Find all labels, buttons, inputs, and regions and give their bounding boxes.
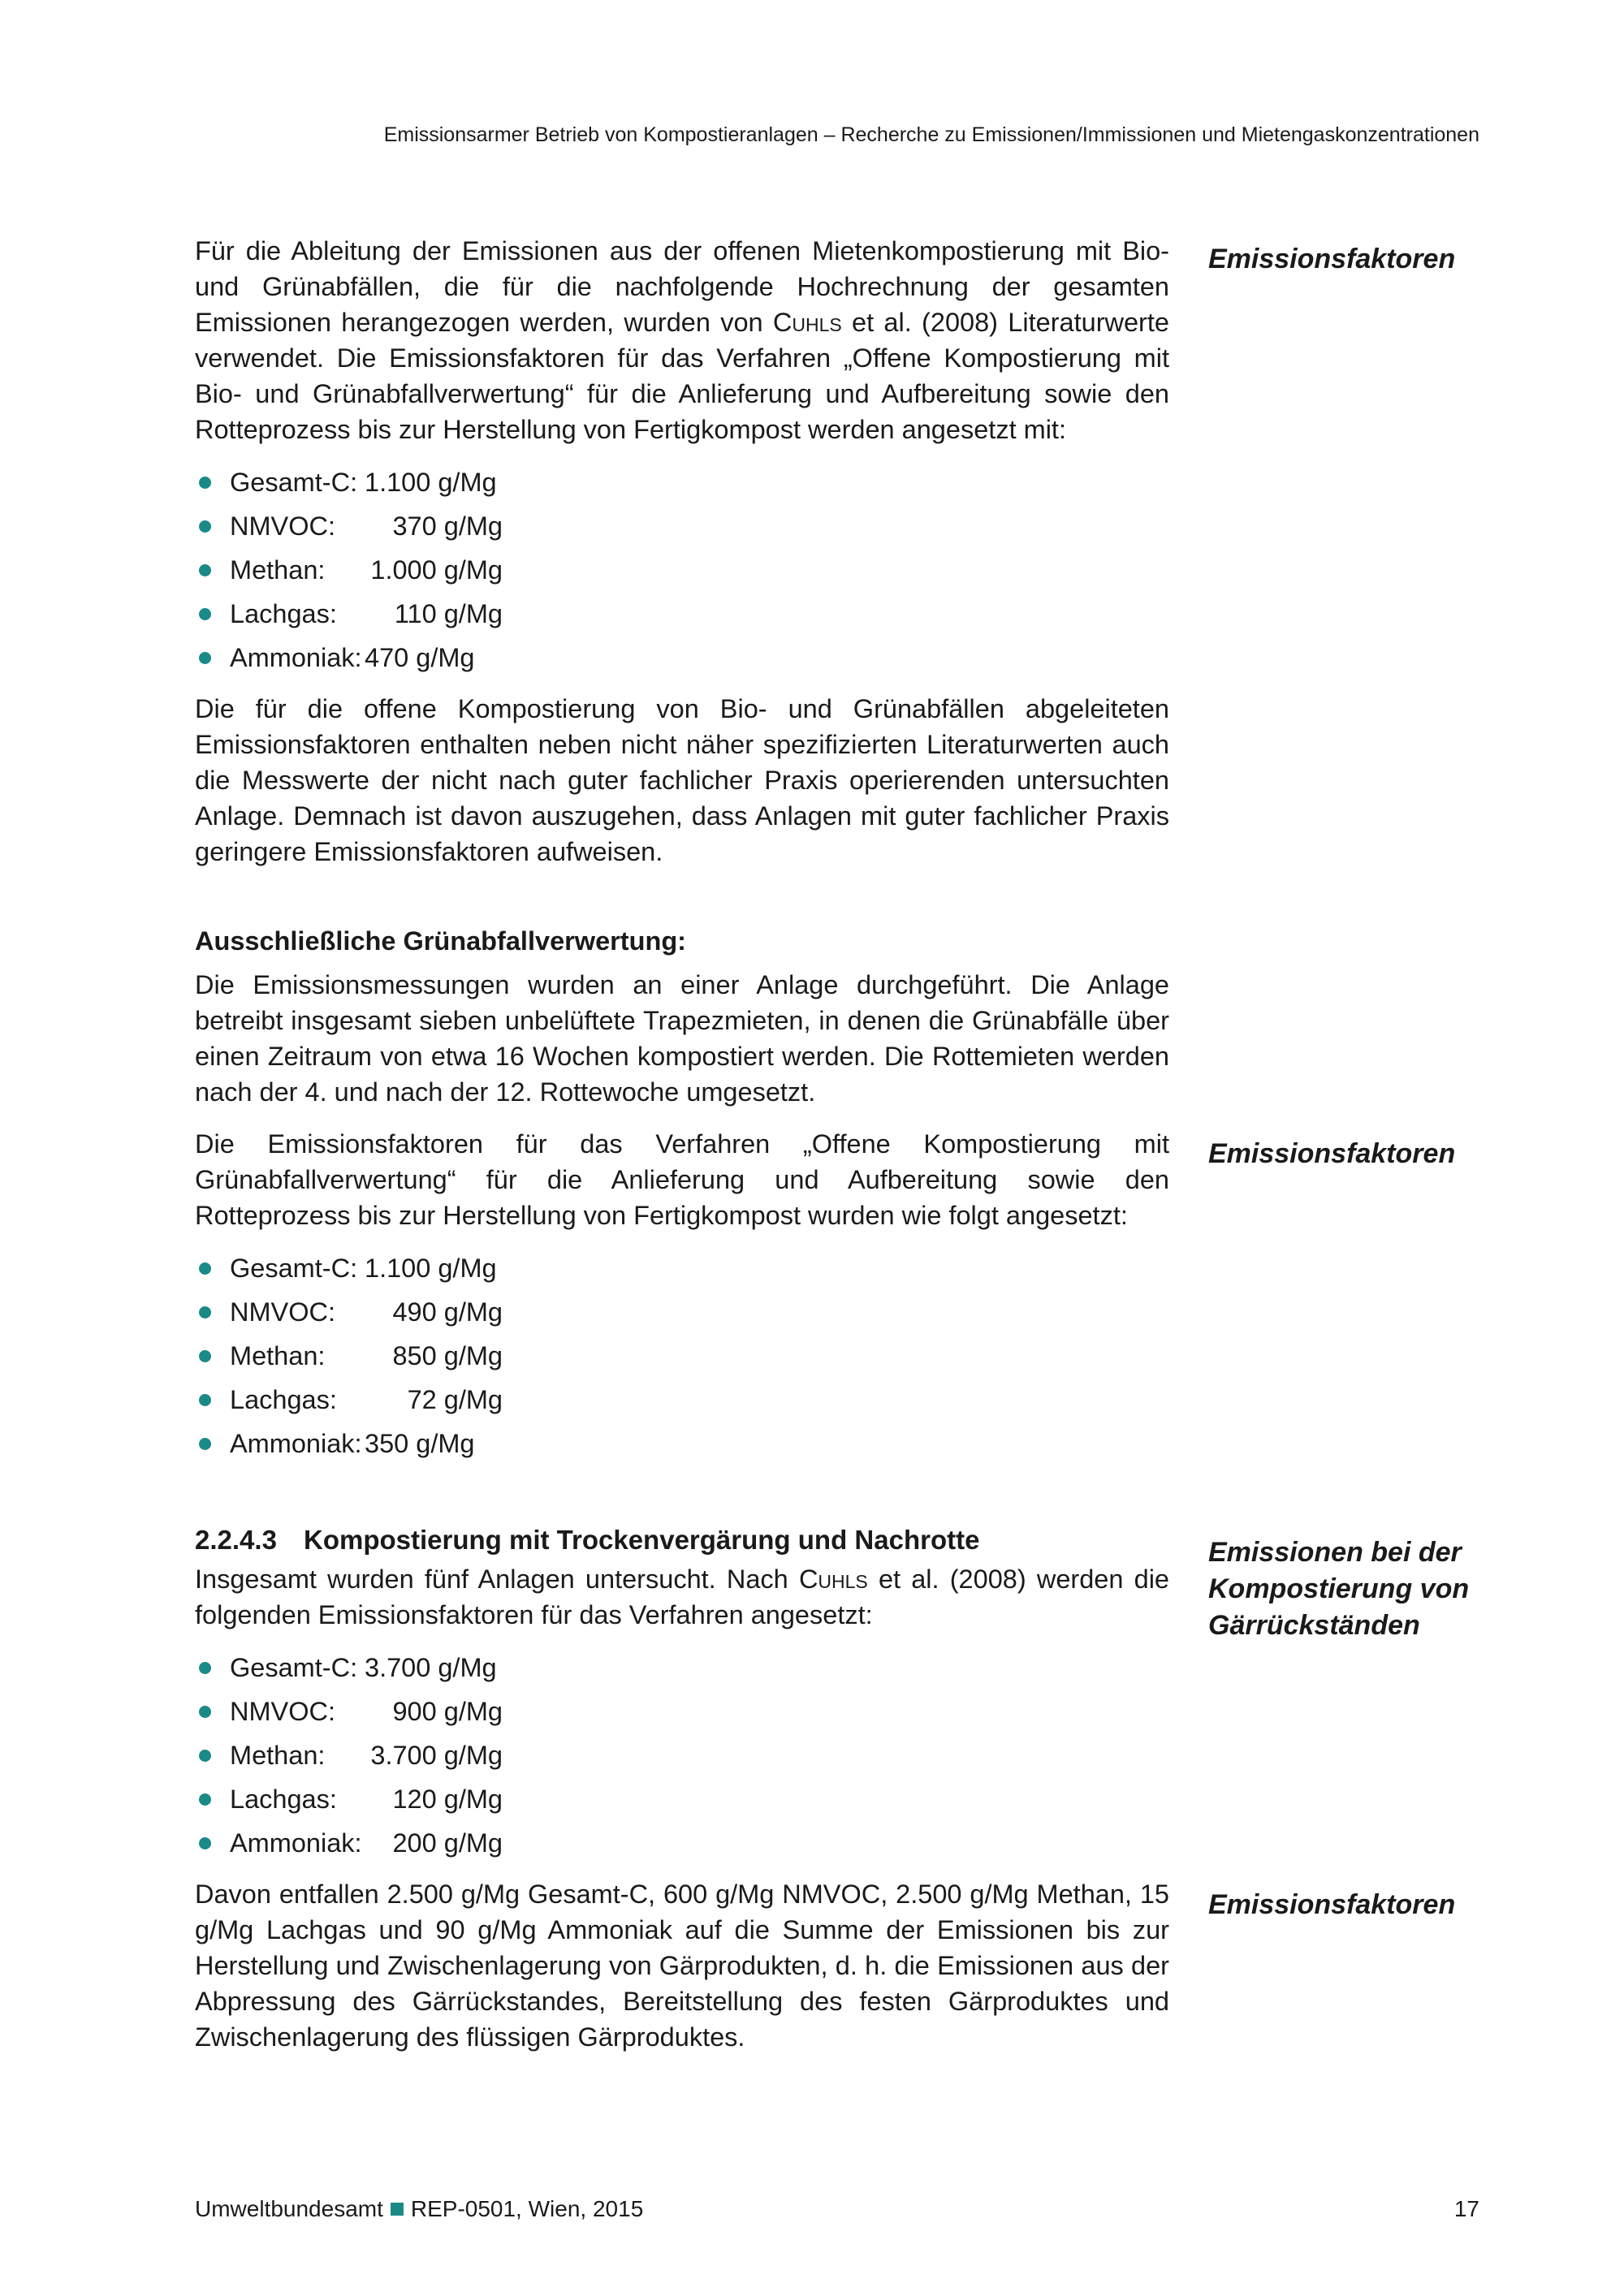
list-item: Ammoniak: 350 g/Mg: [195, 1422, 1169, 1465]
section2-para1: Die Emissionsmessungen wurden an einer Anlage durchgeführt. Die Anlage betreibt insgesamt sieben unbelüftete Trapezmieten, in denen die Grünabfälle über einen Zeitraum von etwa 16 Wochen kompostiert werden. Die Rottemieten werden nach der 4. und nach der 12. Rottewoche umgesetzt.: [195, 970, 1169, 1107]
bullet-icon: [199, 652, 211, 664]
section3-outro: Davon entfallen 2.500 g/Mg Gesamt-C, 600 g/Mg NMVOC, 2.500 g/Mg Methan, 15 g/Mg Lachgas und 90 g/Mg Ammoniak auf die Summe der Emissionen bis zur Herstellung und Zwischenlagerung von Gärprodukten, d. h. die Emissionen aus der Abpressung des Gärrückstandes, Bereitstellung des festen Gärproduktes und Zwischenlagerung des flüssigen Gärproduktes.: [195, 1880, 1169, 2052]
list-item: Gesamt-C: 1.100 g/Mg: [195, 1246, 1169, 1290]
list-item: Methan: 3.700 g/Mg: [195, 1733, 1169, 1777]
bullet-icon: [199, 1793, 211, 1806]
bullet-icon: [199, 564, 211, 576]
bullet-icon: [199, 1837, 211, 1849]
bullet-icon: [199, 520, 211, 533]
list-item: Methan: 850 g/Mg: [195, 1334, 1169, 1378]
section3-heading: [195, 1522, 1169, 1558]
square-separator-icon: [391, 2203, 404, 2216]
list-item: Gesamt-C: 1.100 g/Mg: [195, 460, 1169, 504]
list-item: Ammoniak: 470 g/Mg: [195, 636, 1169, 680]
emission-list-3: [195, 1646, 1169, 1865]
section-number: 2.2.4.3: [195, 1525, 277, 1555]
bullet-icon: [199, 1350, 211, 1362]
margin-note-3: Emissionen bei der Kompostierung von Gärrückständen: [1208, 1537, 1470, 1641]
page-footer: [195, 2196, 1479, 2222]
margin-note-4: Emissionsfaktoren: [1208, 1889, 1456, 1920]
list-item: Lachgas: 120 g/Mg: [195, 1777, 1169, 1821]
list-item: NMVOC: 900 g/Mg: [195, 1690, 1169, 1733]
emission-list-2: [195, 1246, 1169, 1465]
footer-publisher: Umweltbundesamt: [195, 2196, 383, 2221]
bullet-icon: [199, 1750, 211, 1762]
list-item: Gesamt-C: 3.700 g/Mg: [195, 1646, 1169, 1690]
bullet-icon: [199, 1438, 211, 1450]
list-item: NMVOC: 490 g/Mg: [195, 1290, 1169, 1334]
footer-report: REP-0501, Wien, 2015: [410, 2196, 644, 2221]
footer-publisher-block: [195, 2196, 643, 2222]
margin-note-1: Emissionsfaktoren: [1208, 244, 1456, 274]
main-column: [195, 233, 1169, 2055]
section3-intro: Insgesamt wurden fünf Anlagen untersucht. Nach Cuhls et al. (2008) werden die folgenden Emissionsfaktoren für das Verfahren angesetzt:: [195, 1564, 1169, 1629]
section1-outro: Die für die offene Kompostierung von Bio- und Grünabfällen abgeleiteten Emissionsfaktoren enthalten neben nicht näher spezifizierten Literaturwerten auch die Messwerte der nicht nach guter fachlicher Praxis operierenden untersuchten Anlage. Demnach ist davon auszugehen, dass Anlagen mit guter fachlicher Praxis geringere Emissionsfaktoren aufweisen.: [195, 694, 1169, 866]
bullet-icon: [199, 1662, 211, 1674]
section1-intro: Für die Ableitung der Emissionen aus der offenen Mietenkompostierung mit Bio- und Grünabfällen, die für die nachfolgende Hochrechnung der gesamten Emissionen herangezogen werden, wurden von Cuhls et al. (2008) Literaturwerte verwendet. Die Emissionsfaktoren für das Verfahren „Offene Kompostierung mit Bio- und Grünabfallverwertung“ für die Anlieferung und Aufbereitung sowie den Rotteprozess bis zur Herstellung von Fertigkompost werden angesetzt mit:: [195, 236, 1169, 444]
list-item: Ammoniak: 200 g/Mg: [195, 1821, 1169, 1865]
list-item: NMVOC: 370 g/Mg: [195, 504, 1169, 548]
bullet-icon: [199, 1706, 211, 1718]
list-item: Methan: 1.000 g/Mg: [195, 548, 1169, 592]
section-title: Kompostierung mit Trockenvergärung und Nachrotte: [304, 1525, 980, 1555]
running-header: Emissionsarmer Betrieb von Kompostieranlagen – Recherche zu Emissionen/Immissionen und Mietengaskonzentrationen: [383, 123, 1479, 146]
list-item: Lachgas: 110 g/Mg: [195, 592, 1169, 636]
section2-heading: Ausschließliche Grünabfallverwertung:: [195, 926, 686, 956]
list-item: Lachgas: 72 g/Mg: [195, 1378, 1169, 1422]
margin-note-2: Emissionsfaktoren: [1208, 1138, 1456, 1169]
bullet-icon: [199, 1306, 211, 1318]
author-name: Cuhls: [772, 308, 842, 337]
bullet-icon: [199, 1262, 211, 1275]
page-number: 17: [1453, 2196, 1479, 2221]
author-name: Cuhls: [798, 1564, 868, 1594]
emission-list-1: [195, 460, 1169, 680]
bullet-icon: [199, 1394, 211, 1406]
bullet-icon: [199, 477, 211, 489]
bullet-icon: [199, 608, 211, 620]
section2-para2: Die Emissionsfaktoren für das Verfahren „Offene Kompostierung mit Grünabfallverwertung“ für die Anlieferung und Aufbereitung sowie den Rotteprozess bis zur Herstellung von Fertigkompost wurden wie folgt angesetzt:: [195, 1129, 1169, 1230]
